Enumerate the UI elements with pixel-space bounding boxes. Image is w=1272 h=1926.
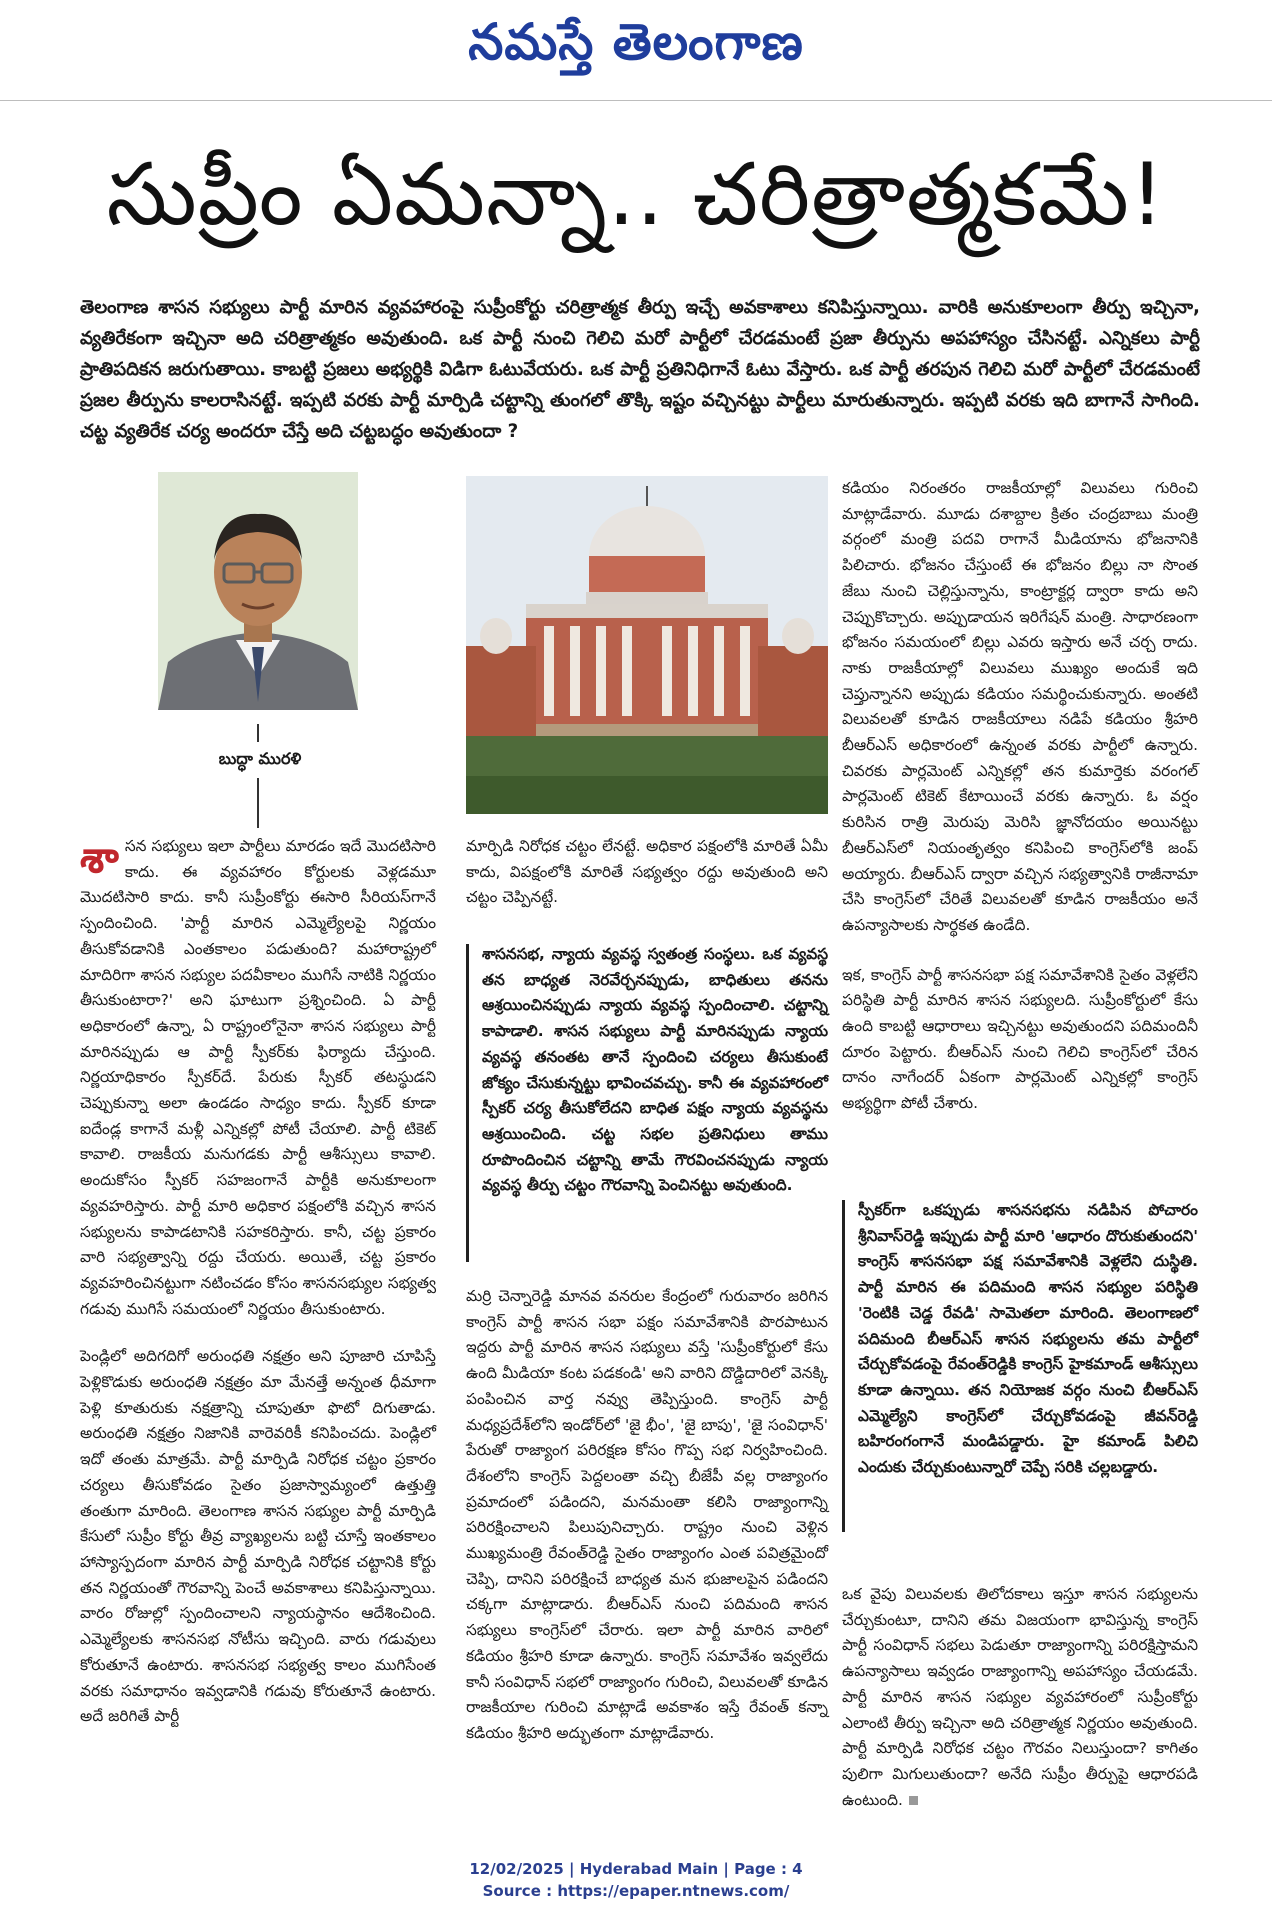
col2-paragraph-1: మార్పిడి నిరోధక చట్టం లేనట్టే. అధికార పక్షంలోకి మారితే ఏమీ కాదు, విపక్షంలోకి మారితే సభ్యత్వం రద్దు అవుతుంది అని చట్టం చెప్పినట్టే. <box>466 837 828 907</box>
article-intro: తెలంగాణ శాసన సభ్యులు పార్టీ మారిన వ్యవహారంపై సుప్రీంకోర్టు చరిత్రాత్మక తీర్పు ఇచ్చే అవకాశాలు కనిపిస్తున్నాయి. వారికి అనుకూలంగా తీర్పు ఇచ్చినా, వ్యతిరేకంగా ఇచ్చినా అది చరిత్రాత్మకం అవుతుంది. ఒక పార్టీ నుంచి గెలిచి మరో పార్టీలో చేరడమంటే ప్రజా తీర్పును అపహాస్యం చేసినట్టే. ఎన్నికలు పార్టీ ప్రాతిపదికన జరుగుతాయి. కాబట్టి ప్రజలు అభ్యర్థికి విడిగా ఓటువేయరు. ఒక పార్టీ ప్రతినిధిగానే ఓటు వేస్తారు. ఒక పార్టీ తరపున గెలిచి మరో పార్టీలో చేరడమంటే ప్రజల తీర్పును కాలరాసినట్టే. ఇప్పటి వరకు పార్టీ మార్పిడి చట్టాన్ని తుంగలో తొక్కి ఇష్టం వచ్చినట్టు పార్టీలు మారుతున్నారు. ఇప్పటి వరకు ఇది బాగానే సాగింది. చట్ట వ్యతిరేక చర్య అందరూ చేస్తే అది చట్టబద్ధం అవుతుందా ? <box>80 297 1200 442</box>
footer-source: Source : https://epaper.ntnews.com/ <box>482 1882 790 1900</box>
supreme-court-photo <box>466 476 828 814</box>
column-1 <box>80 834 436 1744</box>
byline: బుద్ధా మురళి <box>218 749 302 768</box>
footer-edition: 12/02/2025 | Hyderabad Main | Page : 4 <box>469 1860 803 1878</box>
col3-paragraph-3: ఒక వైపు విలువలకు తిలోదకాలు ఇస్తూ శాసన సభ్యులను చేర్చుకుంటూ, దానిని తమ విజయంగా భావిస్తున్న కాంగ్రెస్ పార్టీ సంవిధాన్ సభలు పెడుతూ రాజ్యాంగాన్ని పరిరక్షిస్తామని ఉపన్యాసాలు ఇవ్వడం రాజ్యాంగాన్ని అపహాస్యం చేయడమే. పార్టీ మారిన శాసన సభ్యుల వ్యవహారంలో సుప్రీంకోర్టు ఎలాంటి తీర్పు ఇచ్చినా అది చరిత్రాత్మక నిర్ణయం అవుతుంది. పార్టీ మార్పిడి నిరోధక చట్టం గౌరవం నిలుస్తుందా? కాగితం పులిగా మిగులుతుందా? అనేది సుప్రీం తీర్పుపై ఆధారపడి ఉంటుంది. <box>842 1585 1198 1809</box>
masthead <box>0 0 1272 96</box>
headline <box>40 130 1232 280</box>
end-mark-icon <box>909 1796 918 1805</box>
masthead-divider <box>0 100 1272 101</box>
column-2-continued <box>466 1284 828 1761</box>
col1-paragraph-2: పెండ్లిలో అదిగదిగో అరుంధతి నక్షత్రం అని పూజారి చూపిస్తే పెళ్లికొడుకు అరుంధతి నక్షత్రం మా మేనత్తే అన్నంత ధీమాగా పెళ్లి కూతురుకు నక్షత్రాన్ని చూపుతూ ఫొటో దిగుతాడు. అరుంధతి నక్షత్రం నిజానికి వారెవరికీ కనిపించదు. పెండ్లిలో ఇదో తంతు మాత్రమే. పార్టీ మార్పిడి నిరోధక చట్టం ప్రకారం చర్యలు తీసుకోవడం సైతం ప్రజాస్వామ్యంలో ఉత్తుత్తి తంతుగా మారింది. తెలంగాణ శాసన సభ్యుల పార్టీ మార్పిడి కేసులో సుప్రీం కోర్టు తీవ్ర వ్యాఖ్యలను బట్టి చూస్తే ఇంతకాలం హాస్యాస్పదంగా మారిన పార్టీ మార్పిడి నిరోధక చట్టానికి కోర్టు తన నిర్ణయంతో గౌరవాన్ని పెంచే అవకాశాలు కనిపిస్తున్నాయి. వారం రోజుల్లో స్పందించాలని న్యాయస్థానం ఆదేశించింది. ఎమ్మెల్యేలకు శాసనసభ నోటీసు ఇచ్చింది. వారు గడువులు కోరుతూనే ఉంటారు. శాసనసభ సభ్యత్వ కాలం ముగిసేంత వరకు సమాధానం ఇవ్వడానికి గడువు కోరుతూనే ఉంటారు. అదే జరిగితే పార్టీ <box>80 1347 436 1726</box>
pull-quote-2: స్పీకర్‌గా ఒకప్పుడు శాసనసభను నడిపిన పోచారం శ్రీనివాస్‌రెడ్డి ఇప్పుడు పార్టీ మారి 'ఆధారం దొరుకుతుందని' కాంగ్రెస్ శాసనసభా పక్ష సమావేశానికి వెళ్లలేని దుస్థితి. పార్టీ మారిన ఈ పదిమంది శాసన సభ్యుల పరిస్థితి 'రెంటికి చెడ్డ రేవడి' సామెతలా మారింది. తెలంగాణలో పదిమంది బీఆర్‌ఎస్ శాసన సభ్యులను తమ పార్టీలో చేర్చుకోవడంపై రేవంత్‌రెడ్డికి కాంగ్రెస్ హైకమాండ్ ఆశీస్సులు కూడా ఉన్నాయి. తన నియోజక వర్గం నుంచి బీఆర్‌ఎస్ ఎమ్మెల్యేని కాంగ్రెస్‌లో చేర్చుకోవడంపై జీవన్‌రెడ్డి బహిరంగంగానే మండిపడ్డారు. హై కమాండ్ పిలిచి ఎందుకు చేర్చుకుంటున్నారో చెప్పే సరికి చల్లబడ్డారు. <box>858 1201 1198 1477</box>
footer <box>0 1858 1272 1902</box>
drop-cap: శా <box>80 832 119 883</box>
col1-paragraph-1: శాసన సభ్యులు ఇలా పార్టీలు మారడం ఇదే మొదటిసారి కాదు. ఈ వ్యవహారం కోర్టులకు వెళ్లడమూ మొదటిసారి కాదు. కానీ సుప్రీంకోర్టు ఈసారి సీరియస్‌గానే స్పందించింది. 'పార్టీ మారిన ఎమ్మెల్యేలపై నిర్ణయం తీసుకోవడానికి ఎంతకాలం పడుతుంది? మహారాష్ట్రలో మాదిరిగా శాసన సభ్యుల పదవీకాలం ముగిసే నాటికి నిర్ణయం తీసుకుంటారా?' అని ఘాటుగా ప్రశ్నించింది. ఏ పార్టీ అధికారంలో ఉన్నా, ఏ రాష్ట్రంలోనైనా శాసన సభ్యులు పార్టీ మారినప్పుడు ఆ పార్టీ స్పీకర్‌కు ఫిర్యాదు చేస్తుంది. నిర్ణయాధికారం స్పీకర్‌దే. పేరుకు స్పీకర్ తటస్థుడని చెప్పుకున్నా అలా ఉండడం సాధ్యం కాదు. స్పీకర్ కూడా ఐదేండ్ల కాగానే మళ్లీ ఎన్నికల్లో పోటీ చేయాలి. పార్టీ టికెట్ కావాలి. రాజకీయ మనుగడకు పార్టీ ఆశీస్సులు కావాలి. అందుకోసం స్పీకర్ సహజంగానే పార్టీకి అనుకూలంగా వ్యవహరిస్తారు. పార్టీ మారి అధికార పక్షంలోకి వచ్చిన శాసన సభ్యులను కాపాడటానికి సహకరిస్తారు. కానీ, చట్ట ప్రకారం వారి సభ్యత్వాన్ని రద్దు చేయరు. అయితే, చట్ట ప్రకారం వ్యవహరించినట్టుగా నటించడం కోసం శాసనసభ్యుల సభ్యత్వ గడువు ముగిసే సమయంలో నిర్ణయం తీసుకుంటారు. <box>80 832 436 1318</box>
byline-rule-top <box>257 724 259 742</box>
col3-paragraph-1: కడియం నిరంతరం రాజకీయాల్లో విలువలు గురించి మాట్లాడేవారు. మూడు దశాబ్దాల క్రితం చంద్రబాబు మంత్రి వర్గంలో మంత్రి పదవి రాగానే మీడియాను భోజనానికి పిలిచారు. భోజనం చేస్తుంటే ఈ భోజనం బిల్లు నా సొంత జేబు నుంచి చెల్లిస్తున్నాను, కాంట్రాక్టర్ల ద్వారా కాదు అని చెప్పుకొచ్చారు. అప్పుడాయన ఇరిగేషన్ మంత్రి. సాధారణంగా భోజనం సమయంలో బిల్లు ఎవరు ఇస్తారు అనే చర్చ రాదు. నాకు రాజకీయాల్లో విలువలు ముఖ్యం అందుకే ఇది చెప్తున్నానని అప్పుడు కడియం సమర్థించుకున్నారు. అంతటి విలువలతో కూడిన రాజకీయాలు నడిపే కడియం శ్రీహరి బీఆర్‌ఎస్ అధికారంలో ఉన్నంత వరకు పార్టీలో ఉన్నారు. చివరకు పార్లమెంట్ ఎన్నికల్లో తన కుమార్తెకు వరంగల్ పార్లమెంట్ టికెట్ కేటాయించే వరకు ఉన్నారు. ఓ వర్షం కురిసిన రాత్రి మెరుపు మెరిసి జ్ఞానోదయం అయినట్టు బీఆర్‌ఎస్‌లో నియంతృత్వం కనిపించి కాంగ్రెస్‌లోకి జంప్ అయ్యారు. బీఆర్‌ఎస్ ద్వారా వచ్చిన సభ్యత్వానికి రాజీనామా చేసి కాంగ్రెస్‌లో చేరితే విలువలతో కూడిన రాజకీయం అనే ఉపన్యాసాలకు సార్థకత ఉండేది. <box>842 479 1198 934</box>
masthead-logo: నమస్తే తెలంగాణ <box>468 12 804 71</box>
headline-text: సుప్రీం ఏమన్నా.. చరిత్రాత్మకమే! <box>106 144 1166 245</box>
pull-quote-1: శాసనసభ, న్యాయ వ్యవస్థ స్వతంత్ర సంస్థలు. ఒక వ్యవస్థ తన బాధ్యత నెరవేర్చనప్పుడు, బాధితులు తనను ఆశ్రయించినప్పుడు న్యాయ వ్యవస్థ స్పందించాలి. చట్టాన్ని కాపాడాలి. శాసన సభ్యులు పార్టీ మారినప్పుడు న్యాయ వ్యవస్థ తనంతట తానే స్పందించి చర్యలు తీసుకుంటే జోక్యం చేసుకున్నట్టు భావించవచ్చు. కానీ ఈ వ్యవహారంలో స్పీకర్ చర్య తీసుకోలేదని బాధిత పక్షం న్యాయ వ్యవస్థను ఆశ్రయించింది. చట్ట సభల ప్రతినిధులు తాము రూపొందించిన చట్టాన్ని తామే గౌరవించనప్పుడు న్యాయ వ్యవస్థ తీర్పు చట్టం గౌరవాన్ని పెంచినట్టు అవుతుంది. <box>482 945 828 1195</box>
author-photo <box>158 472 358 710</box>
column-3-continued <box>842 1582 1198 1827</box>
column-3 <box>842 476 1198 1131</box>
col2-paragraph-2: మర్రి చెన్నారెడ్డి మానవ వనరుల కేంద్రంలో గురువారం జరిగిన కాంగ్రెస్ పార్టీ శాసన సభా పక్షం సమావేశానికి పొరపాటున ఇద్దరు పార్టీ మారిన శాసన సభ్యులు వస్తే 'సుప్రీంకోర్టులో కేసు ఉంది మీడియా కంట పడకండి' అని వారిని దొడ్డిదారిలో వెనక్కి పంపించిన వార్త నవ్వు తెప్పిస్తుంది. కాంగ్రెస్ పార్టీ మధ్యప్రదేశ్‌లోని ఇండోర్‌లో 'జై భీం', 'జై బాపు', 'జై సంవిధాన్' పేరుతో రాజ్యాంగ పరిరక్షణ కోసం గొప్ప సభ నిర్వహించింది. దేశంలోని కాంగ్రెస్ పెద్దలంతా వచ్చి బీజేపీ వల్ల రాజ్యాంగం ప్రమాదంలో పడిందని, మనమంతా కలిసి రాజ్యాంగాన్ని పరిరక్షించాలని పిలుపునిచ్చారు. రాష్ట్రం నుంచి వెళ్లిన ముఖ్యమంత్రి రేవంత్‌రెడ్డి సైతం రాజ్యాంగం ఎంత పవిత్రమైందో చెప్పి, దానిని పరిరక్షించే బాధ్యత మన భుజాలపైన పడిందని చక్కగా మాట్లాడారు. బీఆర్‌ఎస్ నుంచి పదిమంది శాసన సభ్యులు కాంగ్రెస్‌లో చేరారు. ఇలా పార్టీ మారిన వారిలో కడియం శ్రీహరి కూడా ఉన్నారు. కాంగ్రెస్ సమావేశం ఇవ్వలేదు కానీ సంవిధాన్ సభలో రాజ్యాంగం గురించి, విలువలతో కూడిన రాజకీయాల గురించి మాట్లాడే అవకాశం ఇస్తే రేవంత్ కన్నా కడియం శ్రీహరి అద్భుతంగా మాట్లాడేవారు. <box>466 1287 828 1742</box>
byline-rule-bottom <box>257 778 259 828</box>
column-2 <box>466 834 828 925</box>
col3-paragraph-2: ఇక, కాంగ్రెస్ పార్టీ శాసనసభా పక్ష సమావేశానికి సైతం వెళ్లలేని పరిస్థితి పార్టీ మారిన శాసన సభ్యులది. సుప్రీంకోర్టులో కేసు ఉంది కాబట్టి ఆధారాలు ఇచ్చినట్టు అవుతుందని పదిమందినీ దూరం పెట్టారు. బీఆర్‌ఎస్ నుంచి గెలిచి కాంగ్రెస్‌లో చేరిన దానం నాగేందర్ ఏకంగా పార్లమెంట్ ఎన్నికల్లో కాంగ్రెస్ అభ్యర్థిగా పోటీ చేశారు. <box>842 965 1198 1113</box>
